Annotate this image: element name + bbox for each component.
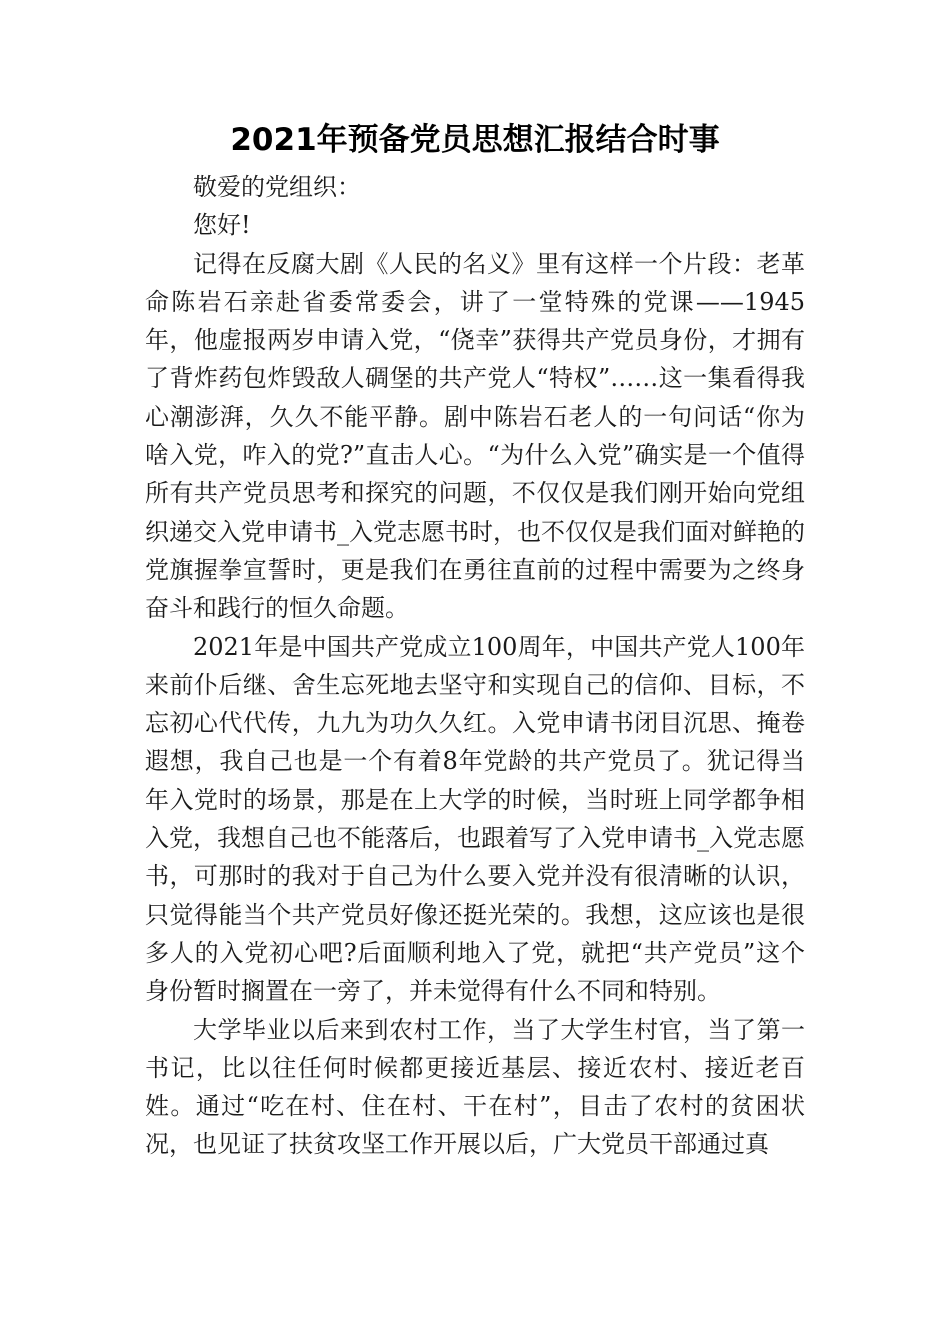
paragraph-3: 大学毕业以后来到农村工作，当了大学生村官，当了第一书记，比以往任何时候都更接近基层、接近农村、接近老百姓。通过“吃在村、住在村、干在村”，目击了农村的贫困状况，也见证了扶贫攻坚工作开展以后，广大党员干部通过真 [145,1015,805,1159]
greeting: 您好! [193,211,251,240]
paragraph-1: 记得在反腐大剧《人民的名义》里有这样一个片段：老革命陈岩石亲赴省委常委会，讲了一堂特殊的党课——1945年，他虚报两岁申请入党，“侥幸”获得共产党员身份，才拥有了背炸药包炸毁敌人碉堡的共产党人“特权”……这一集看得我心潮澎湃，久久不能平静。剧中陈岩石老人的一句问话“你为啥入党，咋入的党?”直击人心。“为什么入党”确实是一个值得所有共产党员思考和探究的问题，不仅仅是我们刚开始向党组织递交入党申请书_入党志愿书时，也不仅仅是我们面对鲜艳的党旗握拳宣誓时，更是我们在勇往直前的过程中需要为之终身奋斗和践行的恒久命题。 [145,249,805,623]
paragraph-2: 2021年是中国共产党成立100周年，中国共产党人100年来前仆后继、舍生忘死地去坚守和实现自己的信仰、目标，不忘初心代代传，九九为功久久红。入党申请书闭目沉思、掩卷遐想，我自己也是一个有着8年党龄的共产党员了。犹记得当年入党时的场景，那是在上大学的时候，当时班上同学都争相入党，我想自己也不能落后，也跟着写了入党申请书_入党志愿书，可那时的我对于自己为什么要入党并没有很清晰的认识，只觉得能当个共产党员好像还挺光荣的。我想，这应该也是很多人的入党初心吧?后面顺利地入了党，就把“共产党员”这个身份暂时搁置在一旁了，并未觉得有什么不同和特别。 [145,632,805,1006]
document-body [145,168,805,1164]
salutation: 敬爱的党组织： [193,173,361,201]
document-title: 2021年预备党员思想汇报结合时事 [230,122,720,158]
